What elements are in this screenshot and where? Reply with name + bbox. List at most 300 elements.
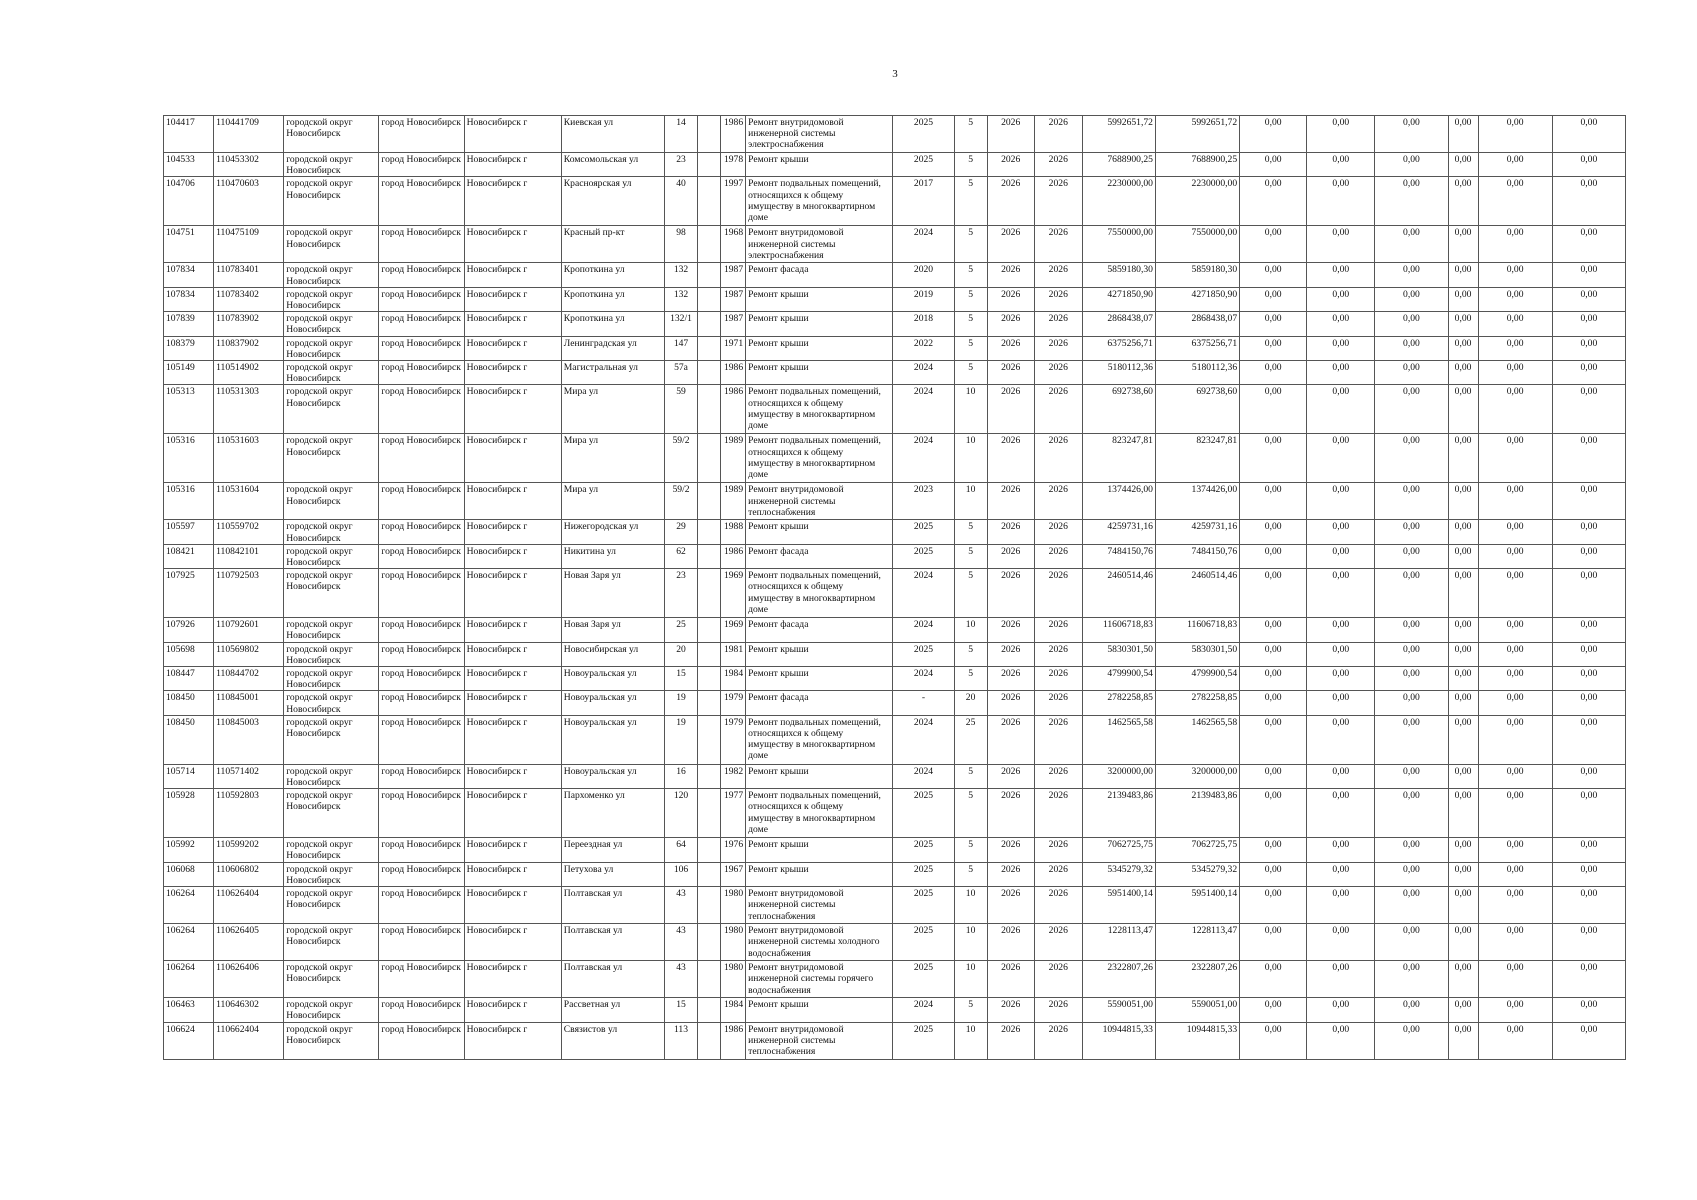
work-type-cell: Ремонт крыши — [746, 642, 893, 666]
funds-cell-3: 0,00 — [1375, 520, 1448, 544]
funds-cell-6: 0,00 — [1552, 924, 1625, 961]
plan-end-cell: 2026 — [1034, 434, 1082, 483]
funds-cell-1: 0,00 — [1240, 1022, 1307, 1059]
settlement-cell: город Новосибирск — [379, 667, 464, 691]
plan-end-cell: 2026 — [1034, 520, 1082, 544]
plan-start-cell: 2026 — [987, 961, 1034, 998]
last-repair-year-cell: 2025 — [893, 642, 954, 666]
funds-cell-5: 0,00 — [1478, 887, 1552, 924]
street-cell: Никитина ул — [561, 544, 664, 568]
building-cell — [698, 691, 721, 715]
locality-cell: Новосибирск г — [464, 642, 561, 666]
building-cell — [698, 263, 721, 287]
settlement-cell: город Новосибирск — [379, 715, 464, 764]
street-cell: Пархоменко ул — [561, 789, 664, 838]
table-row — [164, 361, 1626, 385]
house-number-cell: 147 — [664, 336, 697, 360]
build-year-cell: 1986 — [721, 116, 746, 153]
service-life-cell: 5 — [954, 667, 987, 691]
house-number-cell: 23 — [664, 153, 697, 177]
funds-cell-2: 0,00 — [1307, 789, 1375, 838]
last-repair-year-cell: 2025 — [893, 520, 954, 544]
street-cell: Новоуральская ул — [561, 667, 664, 691]
funds-cell-4: 0,00 — [1448, 1022, 1478, 1059]
funds-cell-4: 0,00 — [1448, 691, 1478, 715]
funds-cell-1: 0,00 — [1240, 887, 1307, 924]
owner-funds-cell: 5830301,50 — [1155, 642, 1239, 666]
street-cell: Полтавская ул — [561, 961, 664, 998]
plan-start-cell: 2026 — [987, 483, 1034, 520]
funds-cell-6: 0,00 — [1552, 764, 1625, 788]
owner-funds-cell: 7484150,76 — [1155, 544, 1239, 568]
plan-end-cell: 2026 — [1034, 618, 1082, 642]
table-row — [164, 153, 1626, 177]
municipal-district-cell: городской округ Новосибирск — [284, 226, 379, 263]
work-id-cell: 110569802 — [214, 642, 284, 666]
building-cell — [698, 483, 721, 520]
work-type-cell: Ремонт фасада — [746, 263, 893, 287]
funds-cell-6: 0,00 — [1552, 569, 1625, 618]
funds-cell-3: 0,00 — [1375, 887, 1448, 924]
work-type-cell: Ремонт крыши — [746, 153, 893, 177]
funds-cell-4: 0,00 — [1448, 385, 1478, 434]
funds-cell-4: 0,00 — [1448, 336, 1478, 360]
street-cell: Новая Заря ул — [561, 569, 664, 618]
last-repair-year-cell: 2024 — [893, 361, 954, 385]
work-id-cell: 110531603 — [214, 434, 284, 483]
funds-cell-2: 0,00 — [1307, 569, 1375, 618]
total-cost-cell: 2139483,86 — [1082, 789, 1155, 838]
locality-cell: Новосибирск г — [464, 764, 561, 788]
work-id-cell: 110662404 — [214, 1022, 284, 1059]
funds-cell-4: 0,00 — [1448, 361, 1478, 385]
plan-start-cell: 2026 — [987, 1022, 1034, 1059]
build-year-cell: 1967 — [721, 862, 746, 886]
house-number-cell: 132/1 — [664, 312, 697, 336]
owner-funds-cell: 2322807,26 — [1155, 961, 1239, 998]
work-id-cell: 110792601 — [214, 618, 284, 642]
last-repair-year-cell: 2020 — [893, 263, 954, 287]
plan-end-cell: 2026 — [1034, 789, 1082, 838]
plan-end-cell: 2026 — [1034, 691, 1082, 715]
funds-cell-4: 0,00 — [1448, 642, 1478, 666]
table-row — [164, 263, 1626, 287]
funds-cell-3: 0,00 — [1375, 618, 1448, 642]
funds-cell-2: 0,00 — [1307, 862, 1375, 886]
work-id-cell: 110453302 — [214, 153, 284, 177]
table-row — [164, 764, 1626, 788]
work-type-cell: Ремонт фасада — [746, 618, 893, 642]
funds-cell-4: 0,00 — [1448, 862, 1478, 886]
work-type-cell: Ремонт крыши — [746, 361, 893, 385]
funds-cell-1: 0,00 — [1240, 998, 1307, 1022]
funds-cell-3: 0,00 — [1375, 764, 1448, 788]
funds-cell-4: 0,00 — [1448, 520, 1478, 544]
locality-cell: Новосибирск г — [464, 483, 561, 520]
page-number: 3 — [892, 68, 898, 80]
funds-cell-2: 0,00 — [1307, 924, 1375, 961]
funds-cell-4: 0,00 — [1448, 924, 1478, 961]
locality-cell: Новосибирск г — [464, 361, 561, 385]
building-cell — [698, 618, 721, 642]
funds-cell-5: 0,00 — [1478, 569, 1552, 618]
funds-cell-6: 0,00 — [1552, 336, 1625, 360]
plan-end-cell: 2026 — [1034, 667, 1082, 691]
funds-cell-1: 0,00 — [1240, 764, 1307, 788]
funds-cell-1: 0,00 — [1240, 336, 1307, 360]
funds-cell-6: 0,00 — [1552, 691, 1625, 715]
street-cell: Новоуральская ул — [561, 764, 664, 788]
municipal-district-cell: городской округ Новосибирск — [284, 1022, 379, 1059]
plan-end-cell: 2026 — [1034, 287, 1082, 311]
funds-cell-5: 0,00 — [1478, 1022, 1552, 1059]
municipal-district-cell: городской округ Новосибирск — [284, 336, 379, 360]
funds-cell-3: 0,00 — [1375, 116, 1448, 153]
table-row — [164, 789, 1626, 838]
funds-cell-5: 0,00 — [1478, 434, 1552, 483]
funds-cell-6: 0,00 — [1552, 116, 1625, 153]
owner-funds-cell: 7062725,75 — [1155, 838, 1239, 862]
funds-cell-3: 0,00 — [1375, 385, 1448, 434]
service-life-cell: 5 — [954, 862, 987, 886]
locality-cell: Новосибирск г — [464, 434, 561, 483]
build-year-cell: 1987 — [721, 263, 746, 287]
work-type-cell: Ремонт фасада — [746, 691, 893, 715]
funds-cell-3: 0,00 — [1375, 483, 1448, 520]
locality-cell: Новосибирск г — [464, 520, 561, 544]
last-repair-year-cell: 2025 — [893, 116, 954, 153]
plan-end-cell: 2026 — [1034, 838, 1082, 862]
house-number-cell: 23 — [664, 569, 697, 618]
house-number-cell: 64 — [664, 838, 697, 862]
house-id-cell: 108447 — [164, 667, 214, 691]
street-cell: Новоуральская ул — [561, 715, 664, 764]
funds-cell-2: 0,00 — [1307, 361, 1375, 385]
settlement-cell: город Новосибирск — [379, 312, 464, 336]
table-row — [164, 336, 1626, 360]
funds-cell-5: 0,00 — [1478, 862, 1552, 886]
street-cell: Красноярская ул — [561, 177, 664, 226]
plan-start-cell: 2026 — [987, 336, 1034, 360]
table-row — [164, 287, 1626, 311]
service-life-cell: 5 — [954, 263, 987, 287]
owner-funds-cell: 6375256,71 — [1155, 336, 1239, 360]
work-type-cell: Ремонт внутридомовой инженерной системы теплоснабжения — [746, 483, 893, 520]
street-cell: Мира ул — [561, 434, 664, 483]
service-life-cell: 5 — [954, 998, 987, 1022]
funds-cell-6: 0,00 — [1552, 263, 1625, 287]
funds-cell-2: 0,00 — [1307, 715, 1375, 764]
funds-cell-1: 0,00 — [1240, 434, 1307, 483]
building-cell — [698, 764, 721, 788]
settlement-cell: город Новосибирск — [379, 691, 464, 715]
table-row — [164, 924, 1626, 961]
settlement-cell: город Новосибирск — [379, 483, 464, 520]
funds-cell-2: 0,00 — [1307, 434, 1375, 483]
last-repair-year-cell: 2025 — [893, 924, 954, 961]
work-type-cell: Ремонт подвальных помещений, относящихся к общему имуществу в многоквартирном доме — [746, 569, 893, 618]
street-cell: Кропоткина ул — [561, 312, 664, 336]
funds-cell-5: 0,00 — [1478, 764, 1552, 788]
funds-cell-2: 0,00 — [1307, 226, 1375, 263]
locality-cell: Новосибирск г — [464, 998, 561, 1022]
work-type-cell: Ремонт подвальных помещений, относящихся к общему имуществу в многоквартирном доме — [746, 177, 893, 226]
build-year-cell: 1988 — [721, 520, 746, 544]
build-year-cell: 1979 — [721, 715, 746, 764]
funds-cell-1: 0,00 — [1240, 361, 1307, 385]
build-year-cell: 1968 — [721, 226, 746, 263]
house-number-cell: 19 — [664, 715, 697, 764]
locality-cell: Новосибирск г — [464, 887, 561, 924]
owner-funds-cell: 5345279,32 — [1155, 862, 1239, 886]
service-life-cell: 20 — [954, 691, 987, 715]
building-cell — [698, 312, 721, 336]
total-cost-cell: 5951400,14 — [1082, 887, 1155, 924]
street-cell: Связистов ул — [561, 1022, 664, 1059]
funds-cell-3: 0,00 — [1375, 263, 1448, 287]
last-repair-year-cell: 2024 — [893, 618, 954, 642]
funds-cell-5: 0,00 — [1478, 789, 1552, 838]
total-cost-cell: 4271850,90 — [1082, 287, 1155, 311]
last-repair-year-cell: 2024 — [893, 715, 954, 764]
building-cell — [698, 434, 721, 483]
building-cell — [698, 789, 721, 838]
funds-cell-2: 0,00 — [1307, 263, 1375, 287]
build-year-cell: 1989 — [721, 434, 746, 483]
table-row — [164, 691, 1626, 715]
total-cost-cell: 5345279,32 — [1082, 862, 1155, 886]
municipal-district-cell: городской округ Новосибирск — [284, 177, 379, 226]
funds-cell-5: 0,00 — [1478, 924, 1552, 961]
locality-cell: Новосибирск г — [464, 789, 561, 838]
municipal-district-cell: городской округ Новосибирск — [284, 789, 379, 838]
funds-cell-6: 0,00 — [1552, 312, 1625, 336]
street-cell: Мира ул — [561, 483, 664, 520]
house-id-cell: 106264 — [164, 887, 214, 924]
last-repair-year-cell: 2024 — [893, 569, 954, 618]
table-row — [164, 667, 1626, 691]
owner-funds-cell: 5859180,30 — [1155, 263, 1239, 287]
total-cost-cell: 1228113,47 — [1082, 924, 1155, 961]
plan-start-cell: 2026 — [987, 998, 1034, 1022]
locality-cell: Новосибирск г — [464, 153, 561, 177]
work-type-cell: Ремонт подвальных помещений, относящихся к общему имуществу в многоквартирном доме — [746, 434, 893, 483]
service-life-cell: 5 — [954, 287, 987, 311]
settlement-cell: город Новосибирск — [379, 789, 464, 838]
plan-end-cell: 2026 — [1034, 715, 1082, 764]
funds-cell-6: 0,00 — [1552, 715, 1625, 764]
plan-start-cell: 2026 — [987, 177, 1034, 226]
locality-cell: Новосибирск г — [464, 263, 561, 287]
build-year-cell: 1978 — [721, 153, 746, 177]
street-cell: Петухова ул — [561, 862, 664, 886]
funds-cell-5: 0,00 — [1478, 520, 1552, 544]
owner-funds-cell: 2782258,85 — [1155, 691, 1239, 715]
funds-cell-4: 0,00 — [1448, 544, 1478, 568]
work-type-cell: Ремонт внутридомовой инженерной системы электроснабжения — [746, 116, 893, 153]
street-cell: Комсомольская ул — [561, 153, 664, 177]
funds-cell-1: 0,00 — [1240, 691, 1307, 715]
total-cost-cell: 6375256,71 — [1082, 336, 1155, 360]
house-number-cell: 59 — [664, 385, 697, 434]
build-year-cell: 1984 — [721, 998, 746, 1022]
work-type-cell: Ремонт крыши — [746, 336, 893, 360]
street-cell: Рассветная ул — [561, 998, 664, 1022]
house-id-cell: 104751 — [164, 226, 214, 263]
funds-cell-5: 0,00 — [1478, 642, 1552, 666]
build-year-cell: 1971 — [721, 336, 746, 360]
last-repair-year-cell: 2025 — [893, 961, 954, 998]
settlement-cell: город Новосибирск — [379, 838, 464, 862]
last-repair-year-cell: 2024 — [893, 434, 954, 483]
funds-cell-1: 0,00 — [1240, 312, 1307, 336]
owner-funds-cell: 692738,60 — [1155, 385, 1239, 434]
street-cell: Мира ул — [561, 385, 664, 434]
house-id-cell: 105316 — [164, 434, 214, 483]
service-life-cell: 10 — [954, 887, 987, 924]
funds-cell-3: 0,00 — [1375, 177, 1448, 226]
building-cell — [698, 924, 721, 961]
funds-cell-4: 0,00 — [1448, 618, 1478, 642]
total-cost-cell: 7550000,00 — [1082, 226, 1155, 263]
total-cost-cell: 5992651,72 — [1082, 116, 1155, 153]
street-cell: Полтавская ул — [561, 887, 664, 924]
table-row — [164, 642, 1626, 666]
house-id-cell: 105597 — [164, 520, 214, 544]
plan-start-cell: 2026 — [987, 618, 1034, 642]
plan-start-cell: 2026 — [987, 263, 1034, 287]
house-id-cell: 108450 — [164, 691, 214, 715]
building-cell — [698, 520, 721, 544]
settlement-cell: город Новосибирск — [379, 998, 464, 1022]
build-year-cell: 1976 — [721, 838, 746, 862]
plan-start-cell: 2026 — [987, 838, 1034, 862]
work-type-cell: Ремонт внутридомовой инженерной системы теплоснабжения — [746, 1022, 893, 1059]
build-year-cell: 1980 — [721, 961, 746, 998]
funds-cell-1: 0,00 — [1240, 544, 1307, 568]
build-year-cell: 1989 — [721, 483, 746, 520]
build-year-cell: 1997 — [721, 177, 746, 226]
funds-cell-6: 0,00 — [1552, 226, 1625, 263]
settlement-cell: город Новосибирск — [379, 961, 464, 998]
service-life-cell: 25 — [954, 715, 987, 764]
funds-cell-4: 0,00 — [1448, 483, 1478, 520]
work-id-cell: 110845003 — [214, 715, 284, 764]
funds-cell-5: 0,00 — [1478, 618, 1552, 642]
funds-cell-3: 0,00 — [1375, 1022, 1448, 1059]
funds-cell-1: 0,00 — [1240, 789, 1307, 838]
house-id-cell: 108379 — [164, 336, 214, 360]
funds-cell-4: 0,00 — [1448, 764, 1478, 788]
street-cell: Нижегородская ул — [561, 520, 664, 544]
building-cell — [698, 361, 721, 385]
municipal-district-cell: городской округ Новосибирск — [284, 618, 379, 642]
work-id-cell: 110646302 — [214, 998, 284, 1022]
funds-cell-3: 0,00 — [1375, 226, 1448, 263]
plan-end-cell: 2026 — [1034, 385, 1082, 434]
funds-cell-3: 0,00 — [1375, 789, 1448, 838]
house-number-cell: 132 — [664, 263, 697, 287]
municipal-district-cell: городской округ Новосибирск — [284, 287, 379, 311]
owner-funds-cell: 2139483,86 — [1155, 789, 1239, 838]
funds-cell-1: 0,00 — [1240, 177, 1307, 226]
funds-cell-2: 0,00 — [1307, 998, 1375, 1022]
service-life-cell: 10 — [954, 618, 987, 642]
funds-cell-4: 0,00 — [1448, 226, 1478, 263]
table-row — [164, 483, 1626, 520]
street-cell: Переездная ул — [561, 838, 664, 862]
funds-cell-1: 0,00 — [1240, 483, 1307, 520]
funds-cell-2: 0,00 — [1307, 642, 1375, 666]
last-repair-year-cell: 2024 — [893, 764, 954, 788]
service-life-cell: 5 — [954, 226, 987, 263]
municipal-district-cell: городской округ Новосибирск — [284, 715, 379, 764]
settlement-cell: город Новосибирск — [379, 764, 464, 788]
locality-cell: Новосибирск г — [464, 862, 561, 886]
building-cell — [698, 177, 721, 226]
service-life-cell: 5 — [954, 312, 987, 336]
funds-cell-6: 0,00 — [1552, 434, 1625, 483]
funds-cell-4: 0,00 — [1448, 263, 1478, 287]
house-number-cell: 59/2 — [664, 434, 697, 483]
funds-cell-2: 0,00 — [1307, 287, 1375, 311]
funds-cell-1: 0,00 — [1240, 226, 1307, 263]
funds-cell-3: 0,00 — [1375, 336, 1448, 360]
plan-end-cell: 2026 — [1034, 361, 1082, 385]
plan-end-cell: 2026 — [1034, 961, 1082, 998]
owner-funds-cell: 5992651,72 — [1155, 116, 1239, 153]
municipal-district-cell: городской округ Новосибирск — [284, 838, 379, 862]
funds-cell-6: 0,00 — [1552, 961, 1625, 998]
street-cell: Кропоткина ул — [561, 287, 664, 311]
funds-cell-2: 0,00 — [1307, 336, 1375, 360]
build-year-cell: 1969 — [721, 618, 746, 642]
locality-cell: Новосибирск г — [464, 924, 561, 961]
house-number-cell: 43 — [664, 924, 697, 961]
funds-cell-6: 0,00 — [1552, 618, 1625, 642]
total-cost-cell: 2322807,26 — [1082, 961, 1155, 998]
build-year-cell: 1982 — [721, 764, 746, 788]
total-cost-cell: 5830301,50 — [1082, 642, 1155, 666]
work-id-cell: 110845001 — [214, 691, 284, 715]
plan-start-cell: 2026 — [987, 312, 1034, 336]
street-cell: Красный пр-кт — [561, 226, 664, 263]
funds-cell-4: 0,00 — [1448, 715, 1478, 764]
work-type-cell: Ремонт внутридомовой инженерной системы холодного водоснабжения — [746, 924, 893, 961]
funds-cell-1: 0,00 — [1240, 715, 1307, 764]
funds-cell-6: 0,00 — [1552, 667, 1625, 691]
work-id-cell: 110844702 — [214, 667, 284, 691]
funds-cell-6: 0,00 — [1552, 789, 1625, 838]
owner-funds-cell: 5951400,14 — [1155, 887, 1239, 924]
table-row — [164, 887, 1626, 924]
funds-cell-4: 0,00 — [1448, 569, 1478, 618]
plan-end-cell: 2026 — [1034, 764, 1082, 788]
municipal-district-cell: городской округ Новосибирск — [284, 642, 379, 666]
owner-funds-cell: 1374426,00 — [1155, 483, 1239, 520]
house-id-cell: 105714 — [164, 764, 214, 788]
house-id-cell: 108450 — [164, 715, 214, 764]
funds-cell-1: 0,00 — [1240, 862, 1307, 886]
locality-cell: Новосибирск г — [464, 116, 561, 153]
table-row — [164, 226, 1626, 263]
municipal-district-cell: городской округ Новосибирск — [284, 483, 379, 520]
service-life-cell: 10 — [954, 1022, 987, 1059]
funds-cell-2: 0,00 — [1307, 838, 1375, 862]
house-number-cell: 132 — [664, 287, 697, 311]
total-cost-cell: 4799900,54 — [1082, 667, 1155, 691]
last-repair-year-cell: 2022 — [893, 336, 954, 360]
